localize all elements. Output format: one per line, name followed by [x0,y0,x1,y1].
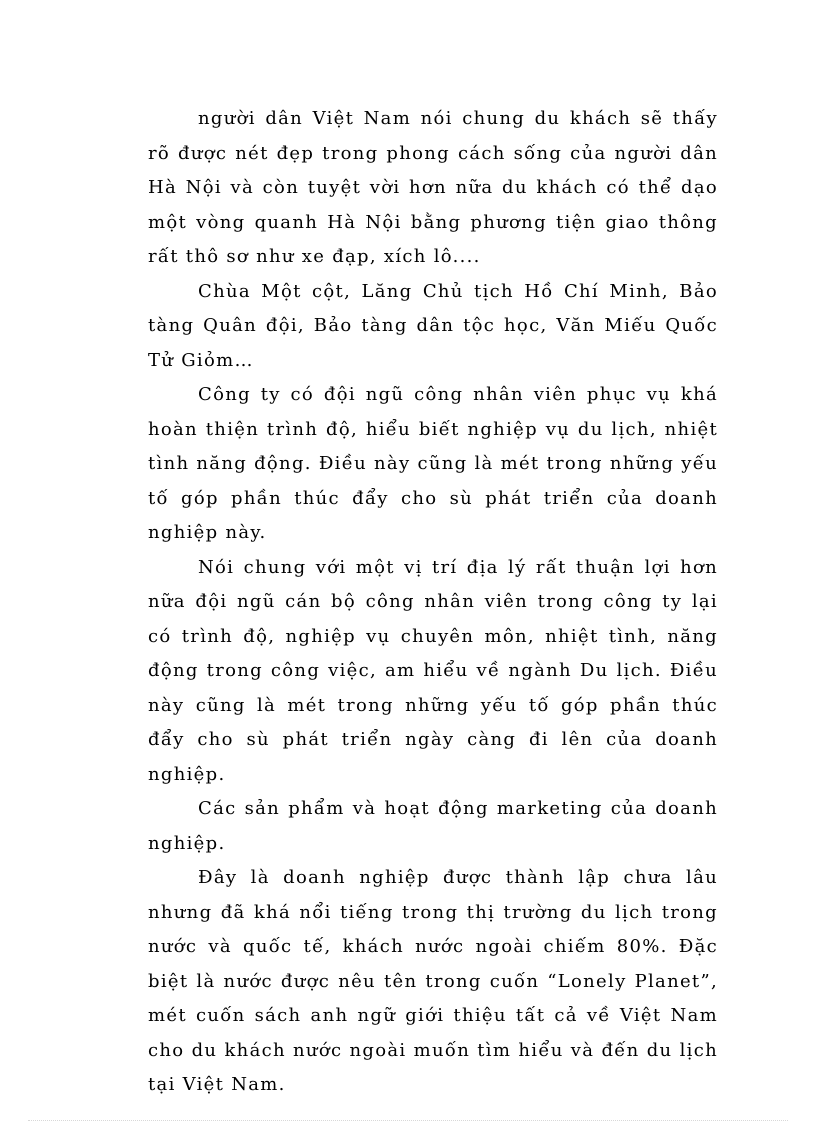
paragraph-1: người dân Việt Nam nói chung du khách sẽ thấy rõ được nét đẹp trong phong cách sống của người dân Hà Nội và còn tuyệt vời hơn nữa du khách có thể dạo một vòng quanh Hà Nội bằng phương tiện giao thông rất thô sơ như xe đạp, xích lô.... [148,108,718,267]
paragraph-6: Đây là doanh nghiệp được thành lập chưa lâu nhưng đã khá nổi tiếng trong thị trường du lịch trong nước và quốc tế, khách nước ngoài chiếm 80%. Đặc biệt là nước được nêu tên trong cuốn “Lonely Planet”, mét cuốn sách anh ngữ giới thiệu tất cả về Việt Nam cho du khách nước ngoài muốn tìm hiểu và đến du lịch tại Việt Nam. [148,867,718,1095]
document-body [148,102,718,1103]
paragraph-2: Chùa Một cột, Lăng Chủ tịch Hồ Chí Minh, Bảo tàng Quân đội, Bảo tàng dân tộc học, Văn Miếu Quốc Tử Giỏm… [148,280,718,371]
paragraph-3: Công ty có đội ngũ công nhân viên phục vụ khá hoàn thiện trình độ, hiểu biết nghiệp vụ du lịch, nhiệt tình năng động. Điều này cũng là mét trong những yếu tố góp phần thúc đẩy cho sù phát triển của doanh nghiệp này. [148,384,718,543]
page-bottom-divider [28,1120,788,1121]
paragraph-4: Nói chung với một vị trí địa lý rất thuận lợi hơn nữa đội ngũ cán bộ công nhân viên trong công ty lại có trình độ, nghiệp vụ chuyên môn, nhiệt tình, năng động trong công việc, am hiểu về ngành Du lịch. Điều này cũng là mét trong những yếu tố góp phần thúc đẩy cho sù phát triển ngày càng đi lên của doanh nghiệp. [148,556,718,785]
paragraph-5: Các sản phẩm và hoạt động marketing của doanh nghiệp. [148,798,718,854]
